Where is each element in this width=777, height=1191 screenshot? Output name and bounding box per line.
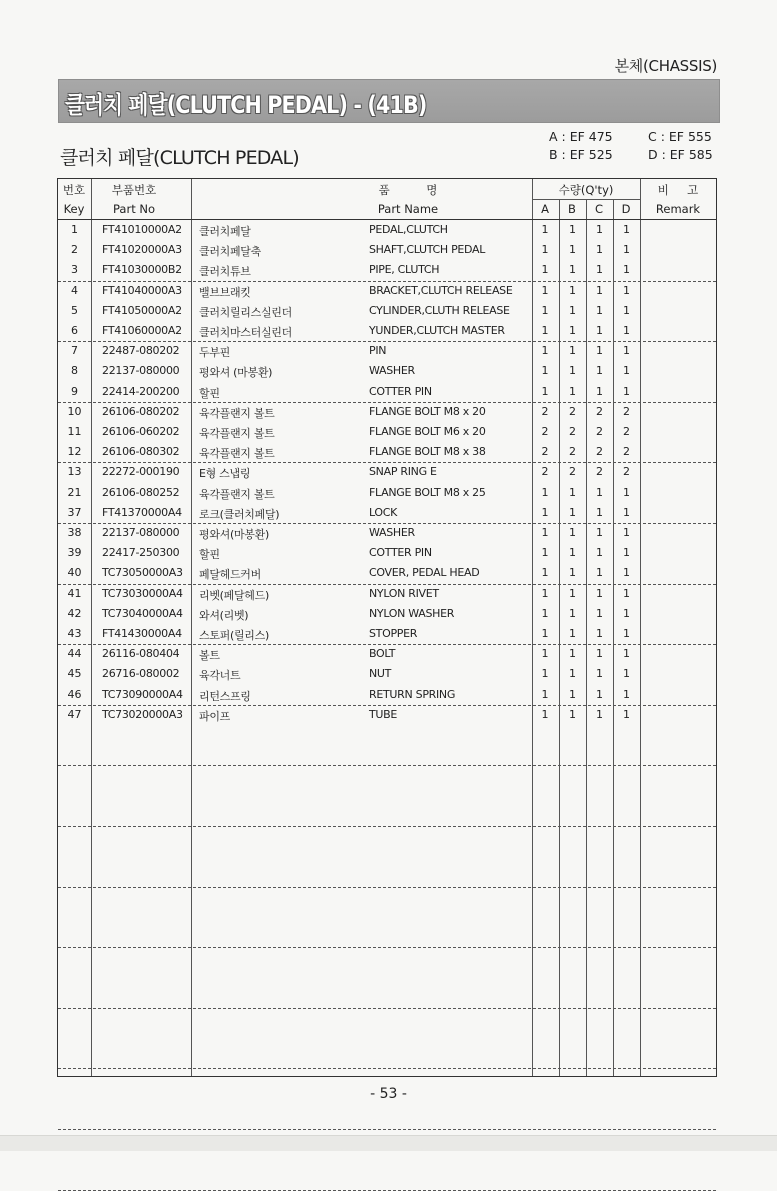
qty-c: 1 bbox=[596, 707, 603, 721]
part-name-korean: 페달헤드커버 bbox=[199, 568, 261, 582]
part-key: 2 bbox=[71, 243, 78, 257]
part-key: 21 bbox=[67, 485, 82, 499]
qty-a: 1 bbox=[541, 546, 549, 560]
part-name-korean: 평와셔 (마봉환) bbox=[199, 366, 273, 380]
part-name-english: SNAP RING E bbox=[369, 465, 437, 479]
table-row bbox=[58, 341, 716, 361]
qty-d: 2 bbox=[623, 404, 630, 418]
part-name-english: COTTER PIN bbox=[369, 546, 432, 560]
part-number: FT41010000A2 bbox=[102, 223, 182, 236]
qty-d: 1 bbox=[623, 627, 630, 640]
qty-a: 1 bbox=[541, 526, 549, 539]
part-name-english: COTTER PIN bbox=[369, 384, 432, 398]
part-name-english: WASHER bbox=[369, 526, 415, 539]
row-group-divider bbox=[58, 826, 716, 827]
table-row bbox=[58, 402, 716, 422]
row-group-divider bbox=[58, 765, 716, 766]
part-name-english: NYLON RIVET bbox=[369, 586, 439, 600]
part-key: 9 bbox=[71, 384, 78, 398]
part-number: 26116-080404 bbox=[102, 647, 180, 661]
part-name-english: PIPE, CLUTCH bbox=[369, 263, 440, 277]
qty-d: 1 bbox=[623, 667, 630, 681]
part-name-english: FLANGE BOLT M8 x 38 bbox=[369, 445, 486, 459]
part-name-english: COVER, PEDAL HEAD bbox=[369, 566, 480, 580]
qty-b: 2 bbox=[569, 425, 576, 438]
part-name-korean: 육각플랜지 볼트 bbox=[199, 427, 275, 440]
header-qty-a: A bbox=[541, 202, 549, 216]
part-name-korean: 클러치튜브 bbox=[199, 265, 251, 279]
qty-c: 1 bbox=[596, 223, 603, 236]
part-name-english: NUT bbox=[369, 667, 392, 681]
qty-d: 1 bbox=[623, 364, 630, 378]
qty-c: 1 bbox=[596, 667, 603, 681]
header-partno-kor: 부품번호 bbox=[111, 183, 157, 197]
qty-d: 1 bbox=[623, 243, 630, 257]
page-number: - 53 - bbox=[370, 1086, 407, 1102]
part-key: 38 bbox=[67, 526, 82, 539]
model-legend-right bbox=[648, 128, 713, 164]
qty-d: 2 bbox=[623, 445, 630, 459]
qty-c: 2 bbox=[596, 465, 603, 479]
qty-a: 1 bbox=[541, 505, 549, 519]
part-key: 45 bbox=[67, 667, 82, 681]
table-row bbox=[58, 462, 716, 482]
header-key-eng: Key bbox=[63, 202, 85, 216]
part-number: 22487-080202 bbox=[102, 344, 180, 358]
part-number: TC73090000A4 bbox=[102, 687, 183, 701]
table-row bbox=[58, 584, 716, 604]
part-name-korean: 로크(클러치페달) bbox=[199, 507, 280, 521]
qty-b: 1 bbox=[569, 627, 576, 640]
row-group-divider bbox=[58, 947, 716, 948]
qty-b: 2 bbox=[569, 465, 576, 479]
part-key: 12 bbox=[67, 445, 82, 459]
table-row bbox=[58, 442, 716, 462]
qty-b: 1 bbox=[569, 283, 576, 297]
qty-c: 2 bbox=[596, 425, 603, 438]
qty-b: 1 bbox=[569, 505, 576, 519]
qty-c: 1 bbox=[596, 505, 603, 519]
part-name-english: BOLT bbox=[369, 647, 396, 661]
part-key: 43 bbox=[67, 627, 82, 640]
qty-d: 1 bbox=[623, 223, 630, 236]
qty-d: 1 bbox=[623, 707, 630, 721]
qty-d: 1 bbox=[623, 505, 630, 519]
part-name-english: NYLON WASHER bbox=[369, 606, 455, 620]
part-name-korean: 평와셔(마봉환) bbox=[199, 528, 269, 541]
part-name-english: FLANGE BOLT M8 x 25 bbox=[369, 485, 486, 499]
row-group-divider bbox=[58, 887, 716, 888]
part-number: FT41370000A4 bbox=[102, 505, 182, 519]
table-row bbox=[58, 483, 716, 503]
qty-a: 1 bbox=[541, 566, 549, 580]
part-number: 26716-080002 bbox=[102, 667, 180, 681]
qty-b: 1 bbox=[569, 526, 576, 539]
part-name-korean: 리턴스프링 bbox=[199, 689, 251, 703]
part-key: 4 bbox=[71, 283, 78, 297]
table-row bbox=[58, 604, 716, 624]
part-key: 47 bbox=[67, 707, 82, 721]
table-row bbox=[58, 422, 716, 442]
qty-b: 1 bbox=[569, 586, 576, 600]
table-row bbox=[58, 321, 716, 341]
qty-a: 1 bbox=[541, 687, 549, 701]
qty-b: 1 bbox=[569, 687, 576, 701]
header-key-kor: 번호 bbox=[62, 183, 86, 197]
qty-b: 1 bbox=[569, 303, 576, 317]
part-name-english: STOPPER bbox=[369, 627, 418, 640]
table-row bbox=[58, 260, 716, 280]
qty-d: 1 bbox=[623, 526, 630, 539]
qty-d: 1 bbox=[623, 344, 630, 358]
part-key: 46 bbox=[67, 687, 82, 701]
part-key: 41 bbox=[67, 586, 82, 600]
part-name-english: RETURN SPRING bbox=[369, 687, 456, 701]
header-partno-eng: Part No bbox=[113, 202, 155, 216]
table-row bbox=[58, 705, 716, 725]
header-remark-eng: Remark bbox=[655, 202, 701, 216]
model-legend-left bbox=[549, 128, 613, 164]
header-remark-kor: 비 고 bbox=[657, 183, 699, 197]
qty-c: 2 bbox=[596, 445, 603, 459]
row-group-divider bbox=[58, 584, 716, 585]
part-name-english: WASHER bbox=[369, 364, 415, 378]
qty-c: 1 bbox=[596, 243, 603, 257]
row-group-divider bbox=[58, 705, 716, 706]
page-bottom-edge bbox=[0, 1135, 777, 1151]
qty-a: 1 bbox=[541, 223, 549, 236]
part-number: FT41020000A3 bbox=[102, 243, 182, 257]
qty-b: 1 bbox=[569, 546, 576, 560]
qty-d: 1 bbox=[623, 324, 630, 337]
table-row bbox=[58, 523, 716, 543]
part-name-english: YUNDER,CLUTCH MASTER bbox=[369, 324, 505, 337]
part-name-korean: 파이프 bbox=[199, 709, 230, 723]
qty-a: 1 bbox=[541, 263, 549, 277]
row-group-divider bbox=[58, 1129, 716, 1130]
part-key: 42 bbox=[67, 606, 82, 620]
part-number: TC73030000A4 bbox=[102, 586, 183, 600]
part-number: FT41430000A4 bbox=[102, 627, 182, 640]
qty-b: 1 bbox=[569, 566, 576, 580]
part-key: 37 bbox=[67, 505, 82, 519]
part-name-korean: 리벳(페달헤드) bbox=[199, 588, 269, 602]
qty-c: 1 bbox=[596, 546, 603, 560]
qty-d: 1 bbox=[623, 384, 630, 398]
part-number: TC73040000A4 bbox=[102, 606, 183, 620]
qty-a: 1 bbox=[541, 647, 549, 661]
part-name-english: SHAFT,CLUTCH PEDAL bbox=[369, 243, 486, 257]
part-name-english: PEDAL,CLUTCH bbox=[369, 223, 448, 236]
qty-b: 1 bbox=[569, 606, 576, 620]
qty-b: 1 bbox=[569, 384, 576, 398]
part-number: FT41060000A2 bbox=[102, 324, 182, 337]
qty-a: 1 bbox=[541, 707, 549, 721]
section-label: 본체(CHASSIS) bbox=[614, 57, 717, 75]
qty-c: 1 bbox=[596, 344, 603, 358]
qty-a: 1 bbox=[541, 324, 549, 337]
part-key: 5 bbox=[71, 303, 78, 317]
table-row bbox=[58, 543, 716, 563]
part-number: TC73020000A3 bbox=[102, 707, 183, 721]
part-name-korean: 밸브브래킷 bbox=[199, 285, 251, 299]
part-key: 10 bbox=[67, 404, 82, 418]
part-number: 26106-080252 bbox=[102, 485, 180, 499]
qty-b: 2 bbox=[569, 404, 576, 418]
qty-d: 1 bbox=[623, 687, 630, 701]
part-key: 39 bbox=[67, 546, 82, 560]
part-name-korean: 육각플랜지 볼트 bbox=[199, 406, 275, 420]
qty-c: 1 bbox=[596, 586, 603, 600]
row-group-divider bbox=[58, 402, 716, 403]
part-name-korean: 스토퍼(릴리스) bbox=[199, 629, 269, 642]
part-name-korean: 와셔(리벳) bbox=[199, 608, 249, 622]
qty-c: 1 bbox=[596, 526, 603, 539]
model-c-label: C : EF 555 bbox=[648, 129, 712, 144]
table-row bbox=[58, 563, 716, 583]
qty-d: 2 bbox=[623, 465, 630, 479]
qty-d: 1 bbox=[623, 586, 630, 600]
qty-d: 1 bbox=[623, 485, 630, 499]
table-row bbox=[58, 301, 716, 321]
qty-c: 1 bbox=[596, 687, 603, 701]
table-row bbox=[58, 503, 716, 523]
header-qty-b: B bbox=[568, 202, 576, 216]
part-number: 22137-080000 bbox=[102, 526, 180, 539]
part-key: 13 bbox=[67, 465, 82, 479]
qty-a: 1 bbox=[541, 586, 549, 600]
part-name-korean: 볼트 bbox=[199, 649, 220, 663]
table-row bbox=[58, 281, 716, 301]
qty-c: 1 bbox=[596, 627, 603, 640]
model-d-label: D : EF 585 bbox=[648, 147, 713, 162]
qty-d: 1 bbox=[623, 606, 630, 620]
qty-d: 2 bbox=[623, 425, 630, 438]
part-key: 3 bbox=[71, 263, 78, 277]
header-qty: 수량(Q'ty) bbox=[558, 183, 614, 197]
table-row bbox=[58, 382, 716, 402]
qty-c: 1 bbox=[596, 263, 603, 277]
part-name-korean: 육각너트 bbox=[199, 669, 241, 683]
table-row bbox=[58, 685, 716, 705]
header-qty-c: C bbox=[594, 202, 604, 216]
qty-a: 1 bbox=[541, 344, 549, 358]
qty-b: 1 bbox=[569, 667, 576, 681]
qty-b: 1 bbox=[569, 647, 576, 661]
part-name-korean: 클러치릴리스실린더 bbox=[199, 305, 292, 319]
part-name-english: FLANGE BOLT M6 x 20 bbox=[369, 425, 486, 438]
qty-c: 1 bbox=[596, 647, 603, 661]
qty-d: 1 bbox=[623, 303, 630, 317]
qty-c: 1 bbox=[596, 364, 603, 378]
qty-c: 1 bbox=[596, 606, 603, 620]
row-group-divider bbox=[58, 1008, 716, 1009]
qty-c: 1 bbox=[596, 566, 603, 580]
qty-b: 1 bbox=[569, 263, 576, 277]
table-row bbox=[58, 644, 716, 664]
part-name-english: CYLINDER,CLUTH RELEASE bbox=[369, 303, 510, 317]
part-number: 22137-080000 bbox=[102, 364, 180, 378]
part-number: 26106-080302 bbox=[102, 445, 180, 459]
qty-a: 2 bbox=[541, 425, 549, 438]
qty-b: 2 bbox=[569, 445, 576, 459]
page-subtitle: 클러치 페달(CLUTCH PEDAL) bbox=[60, 147, 299, 169]
title-banner bbox=[58, 79, 720, 123]
part-name-korean: 육각플랜지 볼트 bbox=[199, 487, 275, 501]
part-number: TC73050000A3 bbox=[102, 566, 183, 580]
table-row bbox=[58, 240, 716, 260]
row-group-divider bbox=[58, 644, 716, 645]
qty-a: 1 bbox=[541, 384, 549, 398]
part-number: 26106-060202 bbox=[102, 425, 180, 438]
part-name-english: BRACKET,CLUTCH RELEASE bbox=[369, 283, 513, 297]
header-name-eng: Part Name bbox=[377, 202, 439, 216]
qty-a: 1 bbox=[541, 667, 549, 681]
part-name-korean: E형 스냅링 bbox=[199, 467, 251, 481]
qty-d: 1 bbox=[623, 263, 630, 277]
row-group-divider bbox=[58, 462, 716, 463]
part-name-english: PIN bbox=[369, 344, 387, 358]
table-row bbox=[58, 361, 716, 381]
part-name-korean: 육각플랜지 볼트 bbox=[199, 447, 275, 461]
qty-a: 2 bbox=[541, 404, 549, 418]
qty-d: 1 bbox=[623, 647, 630, 661]
part-key: 1 bbox=[71, 223, 78, 236]
part-number: FT41050000A2 bbox=[102, 303, 182, 317]
part-number: FT41040000A3 bbox=[102, 283, 182, 297]
qty-c: 1 bbox=[596, 384, 603, 398]
qty-d: 1 bbox=[623, 283, 630, 297]
part-name-korean: 클러치페달 bbox=[199, 225, 251, 238]
qty-d: 1 bbox=[623, 566, 630, 580]
part-name-korean: 클러치페달축 bbox=[199, 245, 261, 259]
part-key: 8 bbox=[71, 364, 78, 378]
qty-a: 1 bbox=[541, 243, 549, 257]
qty-b: 1 bbox=[569, 707, 576, 721]
table-row bbox=[58, 220, 716, 240]
qty-a: 2 bbox=[541, 465, 549, 479]
part-number: 22272-000190 bbox=[102, 465, 180, 479]
part-key: 11 bbox=[67, 425, 82, 438]
part-name-korean: 할핀 bbox=[199, 548, 220, 562]
table-row bbox=[58, 624, 716, 644]
qty-d: 1 bbox=[623, 546, 630, 560]
part-name-korean: 두부핀 bbox=[199, 346, 230, 360]
row-group-divider bbox=[58, 341, 716, 342]
qty-b: 1 bbox=[569, 324, 576, 337]
qty-a: 1 bbox=[541, 606, 549, 620]
parts-table bbox=[57, 178, 717, 1077]
part-key: 44 bbox=[67, 647, 82, 661]
part-number: 22417-250300 bbox=[102, 546, 180, 560]
row-group-divider bbox=[58, 1190, 716, 1191]
model-b-label: B : EF 525 bbox=[549, 147, 613, 162]
header-name-kor: 품 명 bbox=[378, 183, 438, 197]
qty-a: 1 bbox=[541, 303, 549, 317]
part-name-korean: 할핀 bbox=[199, 386, 220, 400]
part-number: 22414-200200 bbox=[102, 384, 180, 398]
qty-c: 2 bbox=[596, 404, 603, 418]
qty-b: 1 bbox=[569, 344, 576, 358]
row-group-divider bbox=[58, 1068, 716, 1069]
part-name-english: TUBE bbox=[369, 707, 398, 721]
part-key: 6 bbox=[71, 324, 78, 337]
banner-title: 클러치 페달(CLUTCH PEDAL) - (41B) bbox=[65, 91, 427, 119]
part-number: FT41030000B2 bbox=[102, 263, 182, 277]
row-group-divider bbox=[58, 523, 716, 524]
table-row bbox=[58, 664, 716, 684]
qty-a: 1 bbox=[541, 364, 549, 378]
qty-c: 1 bbox=[596, 485, 603, 499]
part-name-korean: 클러치마스터실린더 bbox=[199, 326, 292, 339]
part-name-english: FLANGE BOLT M8 x 20 bbox=[369, 404, 486, 418]
model-a-label: A : EF 475 bbox=[549, 129, 613, 144]
part-name-english: LOCK bbox=[369, 505, 398, 519]
qty-b: 1 bbox=[569, 485, 576, 499]
qty-a: 1 bbox=[541, 485, 549, 499]
qty-b: 1 bbox=[569, 243, 576, 257]
qty-a: 1 bbox=[541, 283, 549, 297]
qty-a: 2 bbox=[541, 445, 549, 459]
qty-b: 1 bbox=[569, 223, 576, 236]
header-qty-d: D bbox=[621, 202, 631, 216]
part-number: 26106-080202 bbox=[102, 404, 180, 418]
qty-c: 1 bbox=[596, 283, 603, 297]
qty-a: 1 bbox=[541, 627, 549, 640]
qty-c: 1 bbox=[596, 324, 603, 337]
row-group-divider bbox=[58, 281, 716, 282]
qty-b: 1 bbox=[569, 364, 576, 378]
qty-c: 1 bbox=[596, 303, 603, 317]
part-key: 40 bbox=[67, 566, 82, 580]
part-key: 7 bbox=[71, 344, 78, 358]
